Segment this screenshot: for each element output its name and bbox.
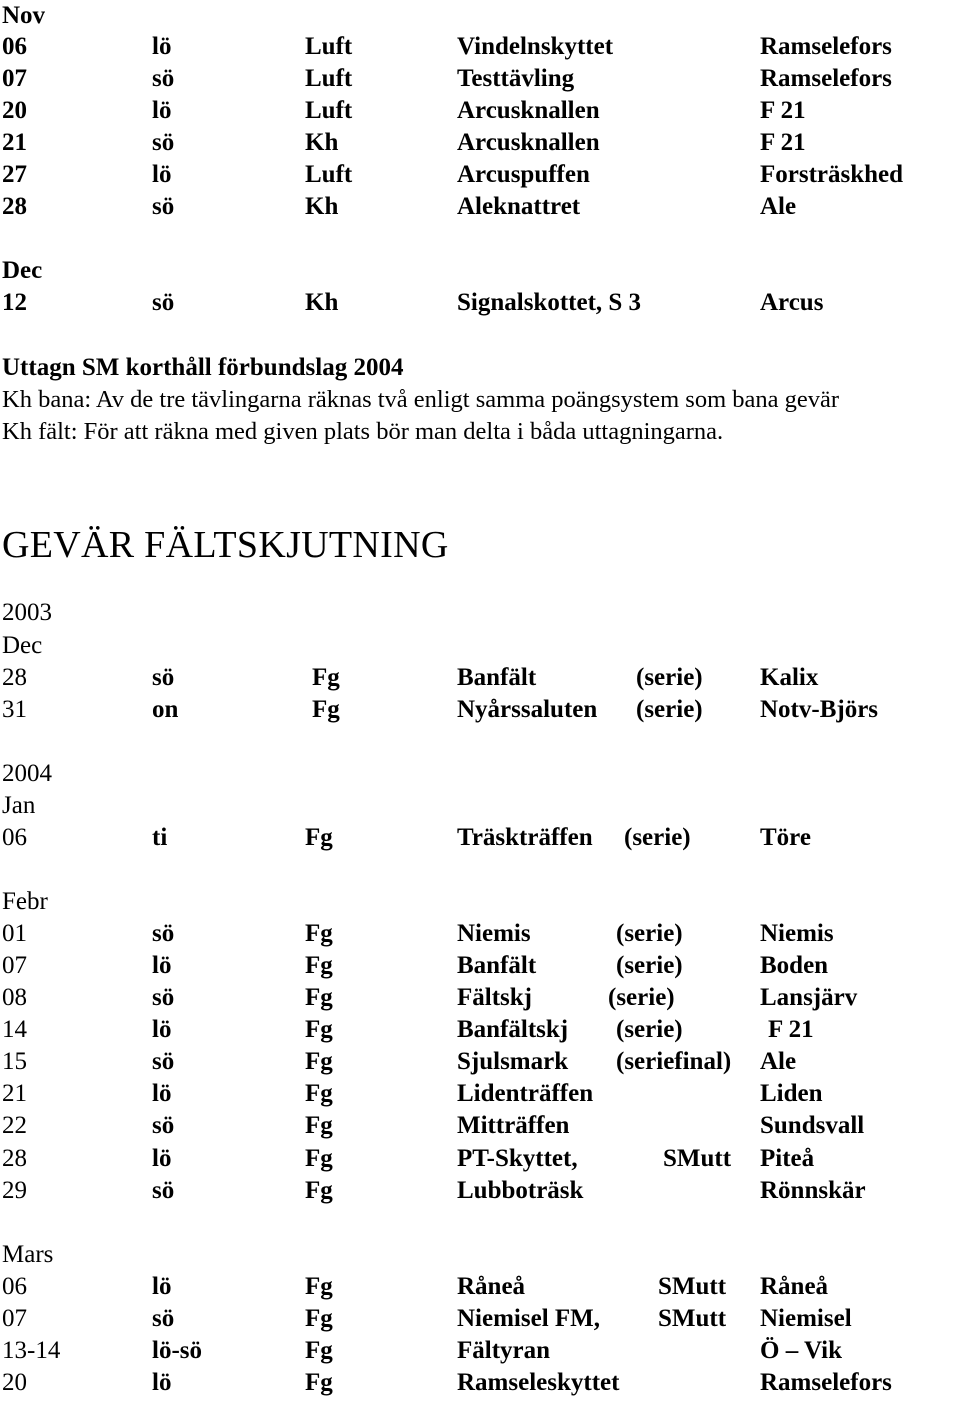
section-heading: GEVÄR FÄLTSKJUTNING [2, 524, 449, 566]
document-page: Nov 06 lö Luft Vindelnskyttet Ramselefors 07 sö Luft Testtävling Ramselefors 20 lö Luft Arcusknallen F 21 21 sö Kh Arcusknallen F 21 27 lö Luft Arcuspuffen Forsträskhed 28 sö Kh Aleknattret Ale Dec 12 sö Kh Signalskottet, S 3 Arcus Uttagn SM korthåll förbundslag 2004 Kh bana: Av de tre tävlingarna räknas två enligt samma poängsystem som bana gevär Kh fält: För att räkna med given plats bör man delta i båda uttagningarna. GEVÄR FÄLTSKJUTNING 2003 Dec 28 sö Fg Banfält (serie) Kalix 31 on Fg Nyårssaluten (serie) Notv-Björs 2004 Jan 06 ti Fg Träskträffen (serie) Töre Febr 01 sö Fg Niemis (serie) Niemis 07 lö Fg Banfält (serie) Boden 08 sö Fg Fältskj (serie) Lansjärv 14 lö Fg Banfältskj (serie) F 21 15 sö Fg Sjulsmark (seriefinal) Ale 21 lö Fg Lidenträffen Liden 22 sö Fg Mitträffen Sundsvall 28 lö Fg PT-Skyttet, SMutt Piteå 29 sö Fg Lubboträsk Rönnskär Mars 06 lö Fg Råneå SMutt Råneå 07 sö Fg Niemisel FM, SMutt Niemisel 13-14 lö-sö Fg Fältyran Ö – Vik 20 lö Fg Ramseleskyttet Ramselefors [2, 2, 904, 1396]
